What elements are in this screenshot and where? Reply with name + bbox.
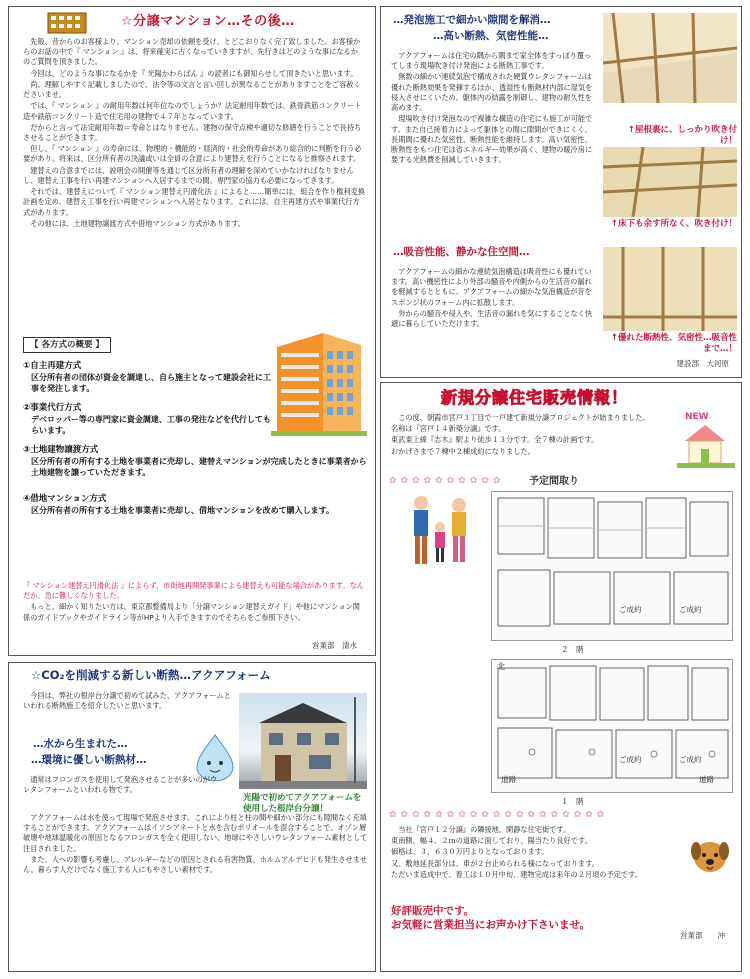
paragraph: その他には、土地建物譲渡方式や借地マンション方式があります。 (30, 218, 245, 228)
floor-label: １ 階 (561, 797, 584, 806)
new-housing-panel (380, 382, 742, 972)
floor-label: ２ 階 (561, 645, 584, 654)
contracted-label: ご成約 (619, 605, 642, 614)
wall-foam-photo (603, 247, 737, 331)
method-title: ①自主再建方式 (23, 361, 82, 372)
paragraph: アクアフォームの細かな連続気泡構造は吸音性にも優れています。高い機密性により外部の騒音や内側からの生活音の漏れを軽減するとともに、アクアフォームの細かな気泡構造が音をスポンジ状のフォーム内に拡散します。 (391, 267, 592, 307)
insulation-body (391, 51, 597, 166)
signature: 建設部 大河原 (676, 359, 729, 368)
paragraph: 又、敷地延長部分は、車が２台止められる様になっております。 (391, 858, 599, 868)
footer-message: お気軽に営業担当にお声かけ下さいませ。 (391, 919, 591, 931)
methods-list (23, 337, 273, 437)
paragraph: アクアフォームは住宅の隅から隅まで家全体をすっぽり覆ってしまう現場吹き付け発泡による断熱工事です。 (391, 51, 592, 71)
article-body (23, 37, 365, 230)
sub-heading: …発泡施工で細かい隙間を解消… (393, 14, 551, 26)
paragraph: 東南側、幅４．２ｍの道路に面しており、陽当たり良好です。 (391, 836, 592, 846)
paragraph: 先般、昔からのお客様より、マンション売却の依頼を受け、とどこおりなく完了致しました。お客様からのお話の中で『 マンション 』は、将来確実に古くなっていきますが、先行きはどのような事になるかのご質問を頂きました。 (23, 37, 361, 67)
footer-message: 好評販売中です。 (391, 905, 475, 917)
paragraph: 価格は、３，６３０万円よりとなっております。 (391, 847, 549, 857)
paragraph: 尚、理解しやすく記載しましたので、法令等の文言と言い回しが異なることがありますことをご容赦くださいませ。 (23, 79, 361, 100)
plan-heading: 予定間取り (525, 475, 583, 489)
road-label: 道路 (699, 775, 714, 784)
floor-foam-photo (603, 147, 737, 217)
aquafoam-body (23, 775, 223, 796)
condo-building-illustration (271, 329, 367, 437)
method-body: 区分所有者の団体が資金を調達し、自ら施主となって建設会社に工事を発注します。 (31, 373, 271, 394)
article-aquafoam-panel (8, 662, 376, 972)
method-title: ③土地建物譲渡方式 (23, 445, 99, 455)
new-badge: NEW (685, 412, 709, 422)
contracted-label: ご成約 (679, 755, 702, 764)
contracted-label: ご成約 (619, 755, 642, 764)
photo-caption: ↑屋根裏に、しっかり吹き付け！ (627, 125, 737, 146)
article-condo-panel (8, 6, 376, 656)
acoustic-body (391, 267, 597, 330)
north-label: 北 (497, 662, 505, 671)
paragraph: 現場吹き付け発泡なので複雑な構造の住宅にも施工が可能です。また自己接着力によって躯体との間に隙間ができにくく、長期間に優れた気密性、断熱性能を維持します。高い気密性、断熱性をもつ住宅は省エネルギー効果が高く、建物の暖冷房に要する光熱費を削減していきます。 (391, 114, 593, 165)
paragraph: もっと、細かく知りたい方は、東京都整備局より「分譲マンション建替えガイド」や他にマンション関係のガイドブックやガイドライン等がHPより入手できますのでそちらをご参照下さい。 (23, 602, 360, 622)
method-title: ④借地マンション方式 (23, 493, 107, 504)
photo-caption: ↑優れた断熱性、気密性…吸音性まで…！ (610, 333, 737, 354)
paragraph: アクアフォームは水を使って現場で発泡させます。これにより柱と柱の間や細かい部分にも隙間なく充填することができます。アクアフォームはイソシアネートと水を含むポリオールを混合することで、オゾン層破壊や地球温暖化の原因となるフロンガスを全く使用しない、地球にやさしいウレタンフォーム素材として注目されました。 (23, 813, 368, 853)
methods-list-wide (23, 437, 369, 516)
dog-mascot-icon (687, 831, 733, 877)
floor-plan-2f (491, 491, 733, 641)
paragraph: おかげさまで７棟中２棟成約になりました。 (391, 446, 535, 456)
intro-text (391, 413, 691, 458)
signature: 営業部 沖 (680, 931, 725, 940)
signature: 営業部 清水 (312, 641, 357, 650)
aquafoam-body-wide (23, 813, 369, 876)
paragraph: 無数の細かい連続気泡で構成された硬質ウレタンフォームは優れた断熱効果を発揮するほか、透湿性も断熱材内部に湿気を侵入させにくいため、躯体内の結露を制御し、建物の耐久性を高めます。 (391, 72, 593, 113)
paragraph: それでは、建替えについて『 マンション建替え円滑化法 』によると……簡単には、組合を作り権利変換計画を定め、建替え工事を行い再建マンションへ入居となります。これには、自主再建方式や事業代行方式があります。 (23, 187, 365, 217)
attic-foam-photo (603, 13, 737, 103)
floor-plan-1f (491, 659, 733, 793)
paragraph: 『 マンション建替え円滑化法 』によらず、市街地再開発事業による建替えも可能な場合があります。なんだか、急に難しくなりました。 (23, 581, 364, 601)
family-illustration (393, 493, 489, 569)
flower-divider-icon: ✿✿✿✿✿✿✿✿✿✿✿✿✿✿✿✿✿✿✿ (389, 810, 609, 820)
new-house-icon (677, 417, 735, 469)
method-body: 区分所有者の所有する土地を事業者に売却し、借地マンションを改めて購入します。 (31, 505, 334, 515)
paragraph: 外からの騒音や侵入や、生活音の漏れを気にすることなく快適に暮らしていただけます。 (391, 308, 593, 329)
paragraph: また、人への影響も考慮し、アレルギーなどの原因とされる有害物質、ホルムアルデヒドも発生させません。暮らす人だけでなく施工する人にもやさしい素材です。 (23, 854, 367, 875)
article-title: ☆CO₂を削減する新しい断熱…アクアフォーム (31, 668, 271, 682)
intro-text (23, 691, 233, 712)
paragraph: だからと言って法定耐用年数＝寿命とはなりません。建物の保守点検や適切な修繕を行うことで長持ちさせることができます。 (23, 122, 362, 142)
sub-heading: …環境に優しい断熱材… (31, 754, 147, 766)
road-label: 道路 (501, 775, 516, 784)
paragraph: 当社『宮戸１２分譲』の隣接地。閑静な住宅街です。 (398, 825, 571, 834)
paragraph: ただいま造成中で、着工は１０月中旬、建物完成は来年の２月頃の予定です。 (391, 869, 642, 879)
paragraph: 東武東上線『志木』駅より徒歩１３分です。全７棟の計画です。 (391, 435, 599, 445)
paragraph: 今回は、弊社の根岸台分譲で初めて試みた、アクアフォームといわれる断熱施工を紹介したいと思います。 (23, 691, 231, 711)
method-body: デベロッパー等の専門家に資金調達、工事の発注などを代行してもらいます。 (31, 414, 271, 436)
property-details (391, 825, 681, 881)
method-title: ②事業代行方式 (23, 402, 82, 413)
water-drop-mascot-icon (195, 733, 235, 781)
flower-divider-icon: ✿✿✿✿✿✿✿✿✿✿ (389, 476, 505, 486)
article-title: 新規分譲住宅販売情報！ (441, 387, 628, 410)
paragraph: この度、朝霞市宮戸３丁目で一戸建て新規分譲プロジェクトが始まりました。 (398, 413, 650, 422)
sub-heading: …吸音性能、静かな住空間… (393, 246, 530, 258)
building-icon (47, 12, 87, 34)
paragraph: 通常はフロンガスを使用して発泡させることが多いのがウレタンフォームといわれる物です。 (23, 775, 218, 795)
paragraph: 建替えの合意までには、説明会の開催等を通じて区分所有者の理解を深めていかなければなりませんし、建替え工事を行い再建マンションへ入居するまでの間、専門家の協力も必要になってきます。 (23, 165, 354, 185)
photo-caption: ↑床下も余す所なく、吹き付け！ (611, 219, 737, 229)
method-body: 区分所有者の所有する土地を事業者に売却し、建替えマンションが完成したときに事業者から土地建物を譲っていただきます。 (31, 457, 367, 478)
sub-heading: …高い断熱、気密性能… (433, 30, 549, 42)
paragraph: では、『 マンション 』の耐用年数は何年位なのでしょうか？法定耐用年数では、鉄骨鉄筋コンクリート造や鉄筋コンクリート造で住宅用の建物で４７年となっています。 (23, 101, 362, 121)
overview-label: 【 各方式の概要 】 (23, 337, 111, 353)
paragraph: 名称は『宮戸１４新築分譲』です。 (391, 424, 506, 434)
house-photo (239, 693, 367, 789)
article-insulation-panel (380, 6, 742, 378)
contracted-label: ご成約 (679, 605, 702, 614)
closing-text (23, 581, 365, 624)
sub-heading: …水から生まれた… (33, 738, 128, 750)
photo-caption: 光陽で初めてアクアフォームを使用した根岸台分譲！ (243, 793, 362, 814)
article-title: ☆分譲マンション…その後… (121, 14, 295, 29)
paragraph: 但し、『 マンション 』の寿命には、物理的・機能的・経済的・社会的寿命があり総合的に判断を行う必要があり、将来は、区分所有者の決議或いは全員の合意により建替えを行うことになると推察されます。 (23, 144, 362, 164)
paragraph: 今回は、どのような事になるかを『 光陽かわらばん 』の読者にも御知らせして頂きたいと思います。 (30, 68, 358, 78)
